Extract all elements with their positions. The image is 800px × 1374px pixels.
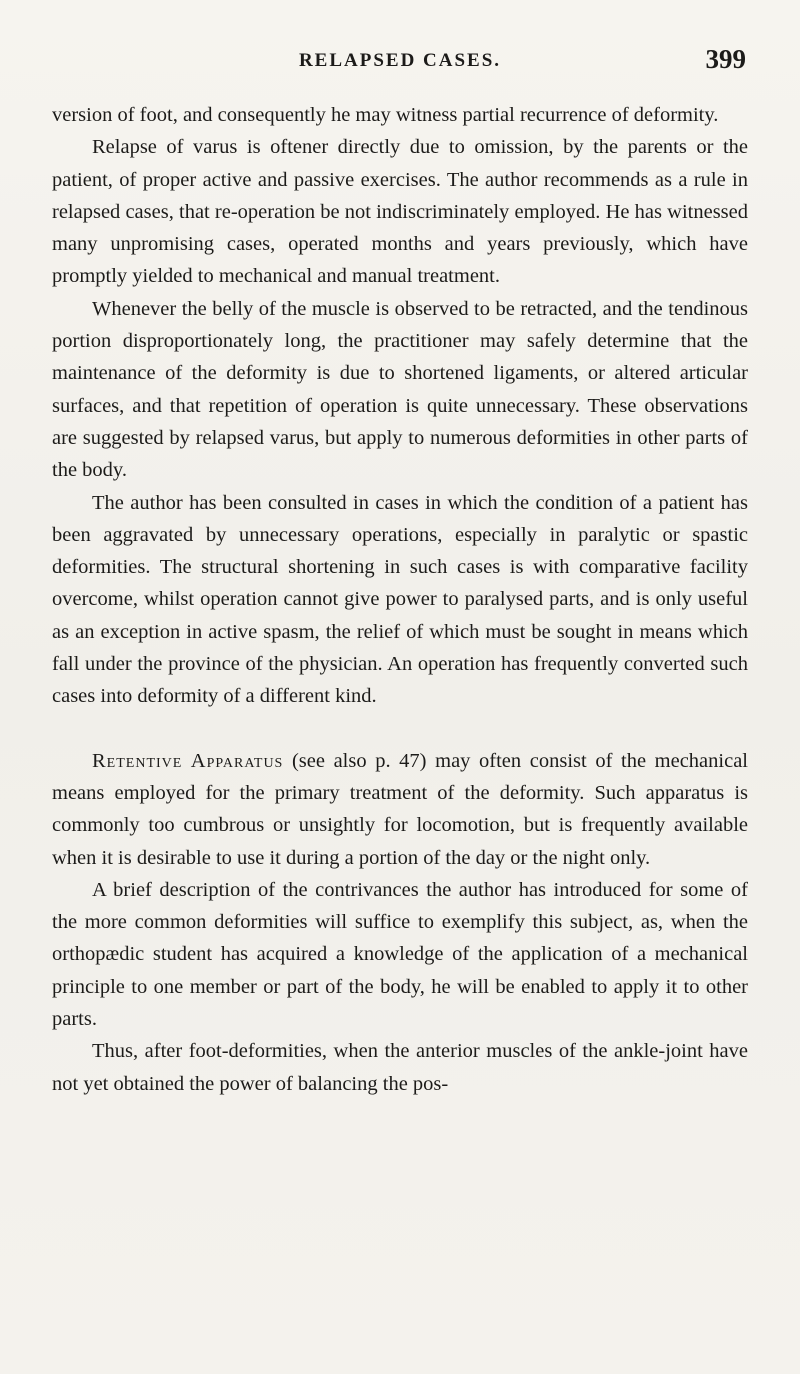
paragraph-relapse-of-varus: Relapse of varus is oftener directly due to omission, by the parents or the patient, of proper active and passive exercises. The author recommends as a rule in relapsed cases, that re-operation be not indiscriminately employed. He has witnessed many unpromising cases, operated months and years previously, which have promptly yielded to mechanical and manual treatment.: [52, 136, 748, 288]
paragraph-retentive-apparatus: [52, 745, 748, 874]
paragraph-continued: version of foot, and consequently he may witness partial recurrence of deformity.: [52, 104, 719, 126]
paragraph-foot-deformities: Thus, after foot-deformities, when the anterior muscles of the ankle-joint have not yet obtained the power of balancing the pos-: [52, 1040, 748, 1095]
body-text: [52, 99, 748, 1100]
page-header: [52, 44, 748, 80]
paragraph-retentive-apparatus-text: (see also p. 47) may often consist of the mechanical means employed for the primary treatment of the deformity. Such apparatus is commonly too cumbrous or unsightly for locomotion, but is frequently available when it is desirable to use it during a portion of the day or the night only.: [52, 749, 748, 869]
paragraph-contrivances: A brief description of the contrivances the author has introduced for some of the more common deformities will suffice to exemplify this subject, as, when the orthopædic student has acquired a knowledge of the application of a mechanical principle to one member or part of the body, he will be enabled to apply it to other parts.: [52, 878, 748, 1031]
paragraph-belly-of-muscle: Whenever the belly of the muscle is observed to be retracted, and the tendinous portion disproportionately long, the practitioner may safely determine that the maintenance of the deformity is due to shortened ligaments, or altered articular surfaces, and that repetition of operation is quite unnecessary. These observations are suggested by relapsed varus, but apply to numerous deformities in other parts of the body.: [52, 297, 748, 482]
page-number: 399: [705, 44, 746, 74]
running-head: RELAPSED CASES.: [298, 50, 502, 71]
paragraph-unnecessary-operations: The author has been consulted in cases in which the condition of a patient has been aggravated by unnecessary operations, especially in paralytic or spastic deformities. The structural shortening in such cases is with comparative facility overcome, whilst operation cannot give power to paralysed parts, and is only useful as an exception in active spasm, the relief of which must be sought in means which fall under the province of the physician. An operation has frequently converted such cases into deformity of a different kind.: [52, 491, 748, 708]
section-heading: Retentive Apparatus: [92, 749, 284, 772]
